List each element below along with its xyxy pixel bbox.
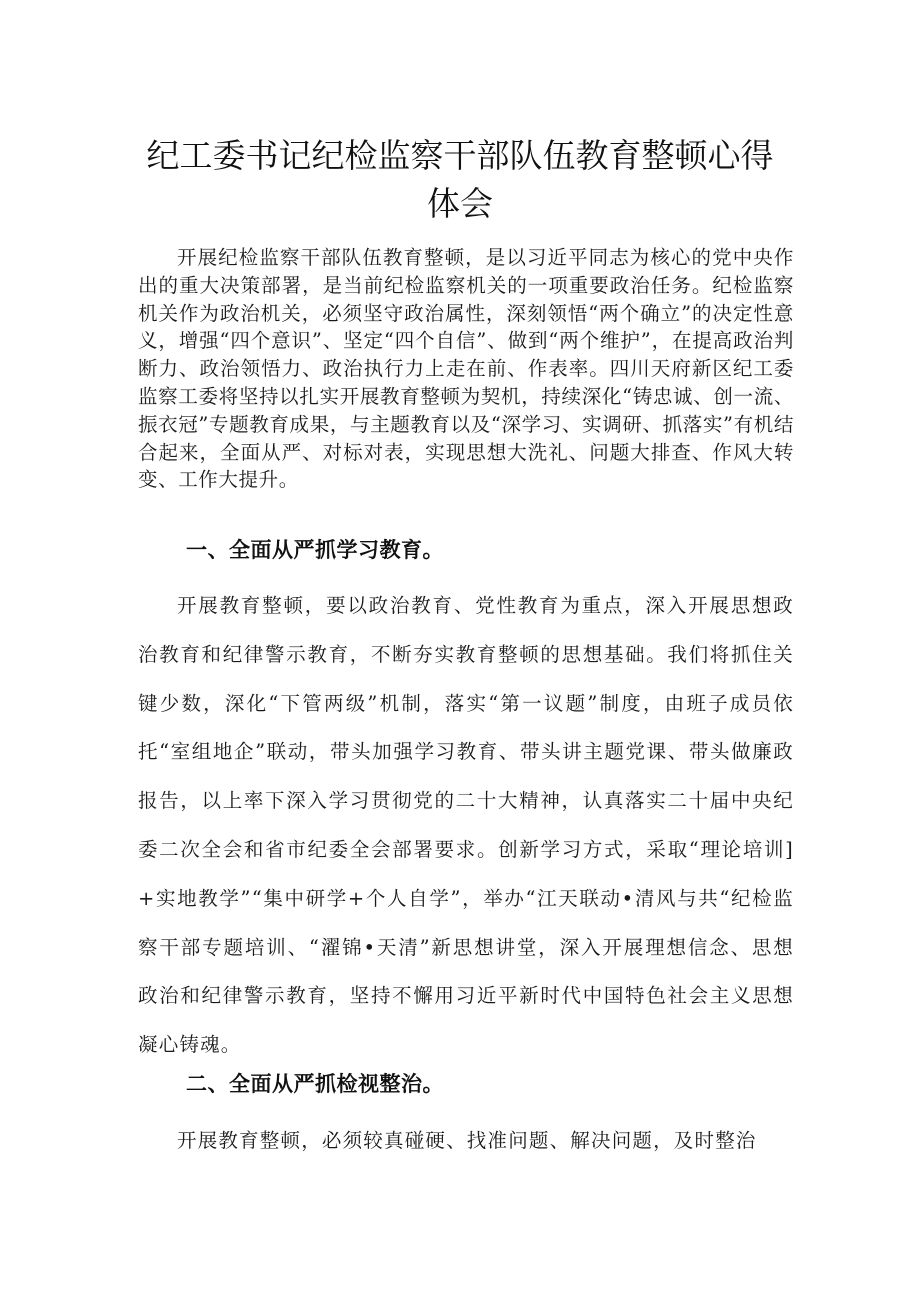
title-line-2: 体会 — [427, 184, 493, 223]
title-line-1: 纪工委书记纪检监察干部队伍教育整顿心得 — [146, 136, 774, 175]
section-1-heading: 一、全面从严抓学习教育。 — [186, 538, 444, 562]
section-1-paragraph: 开展教育整顿，要以政治教育、党性教育为重点，深入开展思想政治教育和纪律警示教育，不断夯实教育整顿的思想基础。我们将抓住关键少数，深化“下管两级”机制，落实“第一议题”制度，由班子成员依托“室组地企”联动，带头加强学习教育、带头讲主题党课、带头做廉政报告，以上率下深入学习贯彻党的二十大精神，认真落实二十届中央纪委二次全会和省市纪委全会部署要求。创新学习方式，采取“理论培训]+实地教学”“集中研学+个人自学”，举办“江天联动•清风与共“纪检监察干部专题培训、“濯锦•天清”新思想讲堂，深入开展理想信念、思想政治和纪律警示教育，坚持不懈用习近平新时代中国特色社会主义思想凝心铸魂。 — [138, 594, 794, 1057]
intro-paragraph: 开展纪检监察干部队伍教育整顿，是以习近平同志为核心的党中央作出的重大决策部署，是当前纪检监察机关的一项重要政治任务。纪检监察机关作为政治机关，必须坚守政治属性，深刻领悟“两个确立”的决定性意义，增强“四个意识”、坚定“四个自信”、做到“两个维护”，在提高政治判断力、政治领悟力、政治执行力上走在前、作表率。四川天府新区纪工委监察工委将坚持以扎实开展教育整顿为契机，持续深化“铸忠诚、创一流、振衣冠”专题教育成果，与主题教育以及“深学习、实调研、抓落实”有机结合起来，全面从严、对标对表，实现思想大洗礼、问题大排查、作风大转变、工作大提升。 — [138, 246, 794, 492]
section-2-paragraph: 开展教育整顿，必须较真碰硬、找准问题、解决问题，及时整治 — [177, 1129, 757, 1152]
document-title — [140, 132, 780, 228]
section-2-heading: 二、全面从严抓检视整治。 — [186, 1072, 444, 1096]
